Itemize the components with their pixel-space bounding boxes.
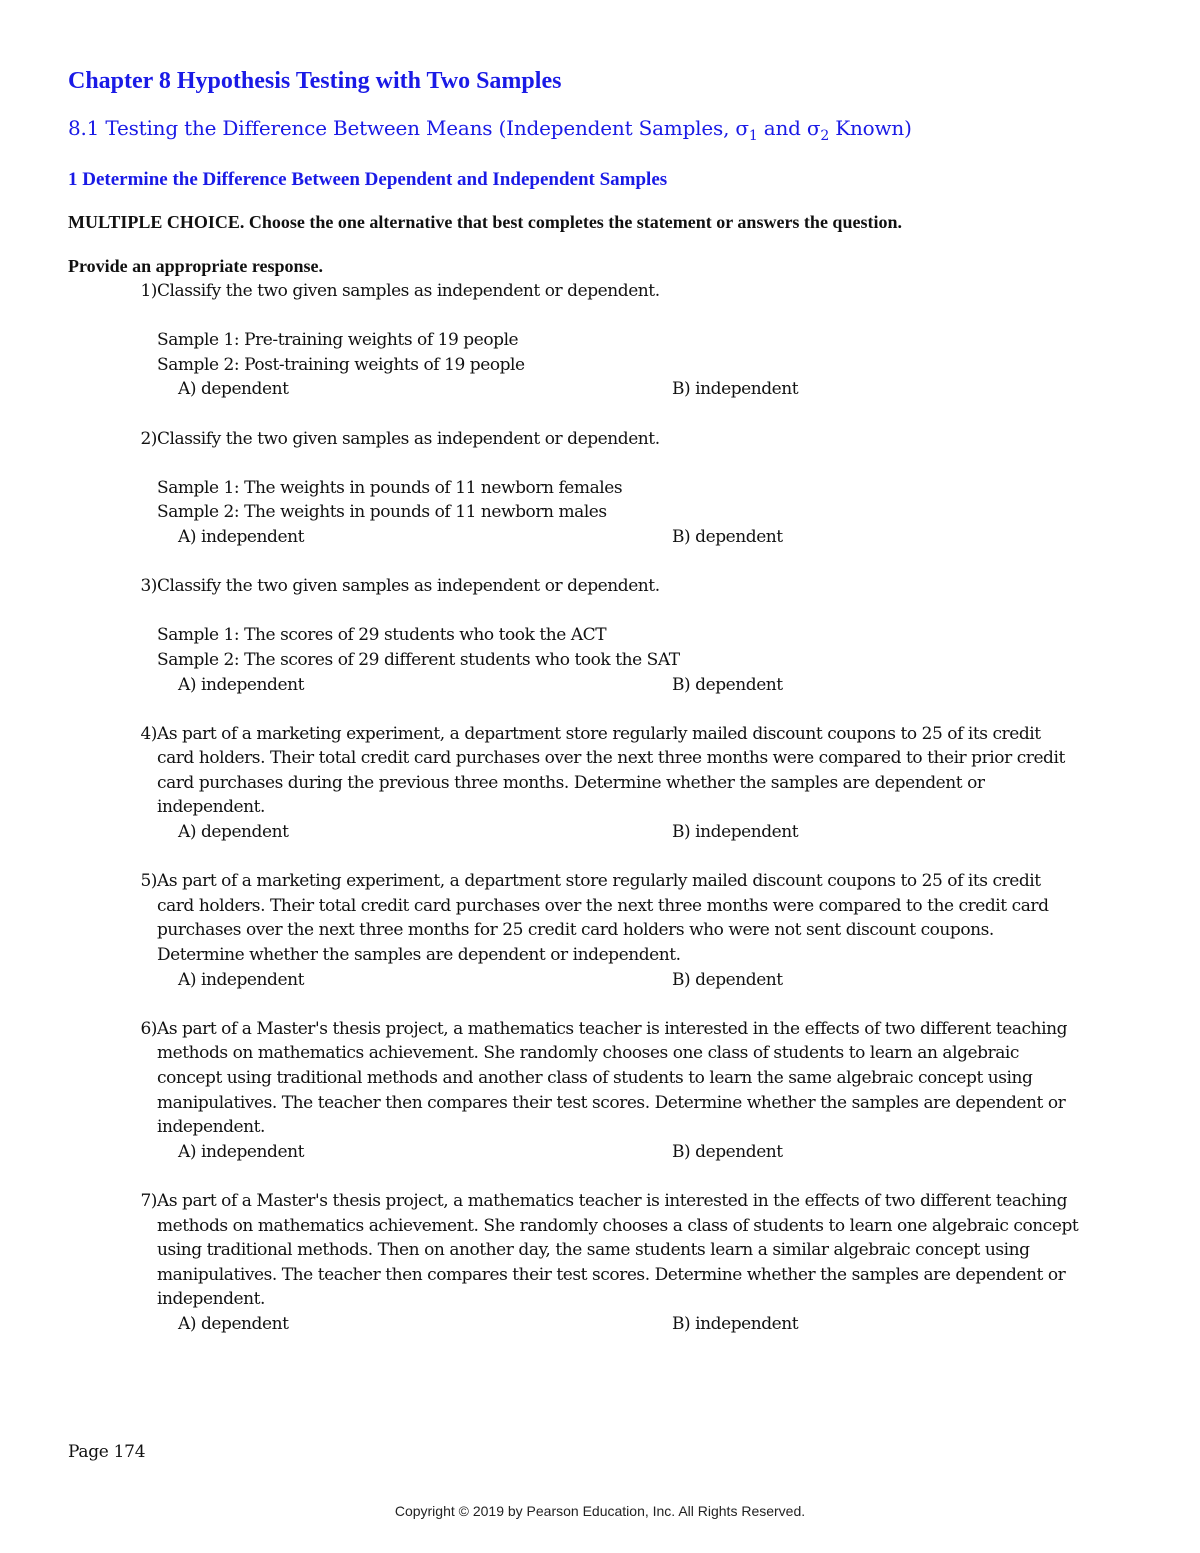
question-text: As part of a Master's thesis project, a mathematics teacher is interested in the effects of two different teaching (157, 1018, 1068, 1039)
question-number: 6) (140, 1018, 157, 1039)
sample-description: Sample 1: The scores of 29 students who took the ACT (157, 625, 607, 646)
question-indent (130, 1238, 157, 1263)
question-1 (130, 279, 1120, 402)
section-title-prefix: 8.1 Testing the Difference Between Means (Independent Samples, σ (68, 116, 749, 140)
question-line (130, 795, 1120, 820)
question-line (130, 869, 1120, 894)
question-line (130, 1091, 1120, 1116)
question-list (130, 279, 1120, 1361)
question-line (130, 771, 1120, 796)
question-number: 3) (140, 576, 157, 597)
question-text: Classify the two given samples as independent or dependent. (157, 576, 660, 597)
question-number: 2) (140, 428, 157, 449)
question-indent (130, 1214, 157, 1239)
question-line (130, 1066, 1120, 1091)
question-text: card purchases during the previous three months. Determine whether the samples are dependent or (157, 772, 985, 793)
choice-a[interactable]: A) independent (178, 674, 304, 695)
question-line (130, 722, 1120, 747)
question-3 (130, 574, 1120, 697)
question-line (130, 943, 1120, 968)
answer-choices (130, 525, 1120, 550)
question-line (130, 1017, 1120, 1042)
question-line (130, 1263, 1120, 1288)
instructions: MULTIPLE CHOICE. Choose the one alternative that best completes the statement or answers the question. (68, 212, 902, 232)
choice-b[interactable]: B) independent (672, 822, 799, 843)
question-line (130, 894, 1120, 919)
question-number: 4) (140, 723, 157, 744)
sample-description: Sample 2: The weights in pounds of 11 newborn males (157, 502, 607, 523)
question-line (130, 1214, 1120, 1239)
question-7 (130, 1189, 1120, 1337)
question-text: manipulatives. The teacher then compares their test scores. Determine whether the samples are dependent or (157, 1092, 1066, 1113)
section-title-mid: and σ (757, 116, 821, 140)
question-indent (130, 918, 157, 943)
question-line (130, 279, 1120, 304)
question-line (130, 1041, 1120, 1066)
question-text: Classify the two given samples as independent or dependent. (157, 428, 660, 449)
question-text: As part of a marketing experiment, a department store regularly mailed discount coupons to 25 of its credit (157, 723, 1041, 744)
question-line (130, 1189, 1120, 1214)
question-6 (130, 1017, 1120, 1165)
choice-a[interactable]: A) dependent (178, 379, 289, 400)
question-indent (130, 746, 157, 771)
answer-choices (130, 673, 1120, 698)
section-title-suffix: Known) (829, 116, 912, 140)
answer-choices (130, 968, 1120, 993)
question-text: methods on mathematics achievement. She randomly chooses a class of students to learn one algebraic concept (157, 1215, 1079, 1236)
question-text: independent. (157, 1289, 265, 1310)
choice-a[interactable]: A) dependent (178, 1313, 289, 1334)
sample-description: Sample 2: Post-training weights of 19 people (157, 354, 525, 375)
question-line (130, 918, 1120, 943)
question-number: 1) (140, 281, 157, 301)
question-2 (130, 427, 1120, 550)
page-number: Page 174 (68, 1442, 146, 1462)
question-indent (130, 1287, 157, 1312)
question-indent (130, 943, 157, 968)
question-text: purchases over the next three months for 25 credit card holders who were not sent discount coupons. (157, 920, 994, 941)
sample-description: Sample 1: The weights in pounds of 11 newborn females (157, 477, 623, 498)
question-indent (130, 1091, 157, 1116)
question-line (130, 427, 1120, 452)
question-text: As part of a marketing experiment, a department store regularly mailed discount coupons to 25 of its credit (157, 871, 1041, 892)
question-text: Classify the two given samples as independent or dependent. (157, 281, 660, 301)
choice-a[interactable]: A) independent (178, 526, 304, 547)
copyright-notice: Copyright © 2019 by Pearson Education, Inc. All Rights Reserved. (394, 1503, 806, 1519)
question-line (130, 1115, 1120, 1140)
section-title (68, 116, 912, 144)
question-indent (130, 1066, 157, 1091)
answer-choices (130, 1312, 1120, 1337)
sigma-subscript-2: 2 (820, 128, 830, 144)
question-text: As part of a Master's thesis project, a mathematics teacher is interested in the effects of two different teaching (157, 1190, 1068, 1211)
spacer (130, 304, 1120, 329)
question-text: independent. (157, 1117, 265, 1138)
question-indent (130, 1041, 157, 1066)
choice-a[interactable]: A) independent (178, 1141, 304, 1162)
choice-b[interactable]: B) independent (672, 1313, 799, 1334)
question-indent (130, 1115, 157, 1140)
choice-b[interactable]: B) dependent (672, 526, 783, 547)
chapter-title: Chapter 8 Hypothesis Testing with Two Samples (68, 68, 562, 94)
choice-b[interactable]: B) independent (672, 379, 799, 400)
question-text: concept using traditional methods and another class of students to learn the same algebraic concept using (157, 1068, 1033, 1088)
choice-b[interactable]: B) dependent (672, 969, 783, 990)
question-line (130, 746, 1120, 771)
sample-description: Sample 2: The scores of 29 different students who took the SAT (157, 649, 680, 670)
objective-heading: 1 Determine the Difference Between Dependent and Independent Samples (68, 169, 668, 190)
choice-b[interactable]: B) dependent (672, 674, 783, 695)
question-indent (130, 894, 157, 919)
answer-choices (130, 1140, 1120, 1165)
question-text: methods on mathematics achievement. She randomly chooses one class of students to learn an algebraic (157, 1043, 1019, 1064)
question-indent (130, 1263, 157, 1288)
question-number: 7) (140, 1190, 157, 1211)
choice-b[interactable]: B) dependent (672, 1141, 783, 1162)
question-4 (130, 722, 1120, 845)
choice-a[interactable]: A) independent (178, 969, 304, 990)
spacer (130, 451, 1120, 476)
question-number: 5) (140, 871, 157, 892)
question-text: Determine whether the samples are dependent or independent. (157, 945, 681, 966)
question-line (130, 1238, 1120, 1263)
sample-description: Sample 1: Pre-training weights of 19 people (157, 330, 519, 351)
answer-choices (130, 820, 1120, 845)
question-text: using traditional methods. Then on another day, the same students learn a similar algebraic concept using (157, 1240, 1030, 1261)
question-line (130, 1287, 1120, 1312)
question-text: independent. (157, 797, 265, 818)
choice-a[interactable]: A) dependent (178, 822, 289, 843)
answer-choices (130, 377, 1120, 402)
question-indent (130, 771, 157, 796)
provide-heading: Provide an appropriate response. (68, 256, 324, 276)
question-text: card holders. Their total credit card purchases over the next three months were compared to their prior credit (157, 748, 1065, 769)
question-text: card holders. Their total credit card purchases over the next three months were compared to the credit card (157, 895, 1049, 916)
spacer (130, 599, 1120, 624)
question-text: manipulatives. The teacher then compares their test scores. Determine whether the samples are dependent or (157, 1264, 1066, 1285)
question-5 (130, 869, 1120, 992)
question-line (130, 574, 1120, 599)
sigma-subscript-1: 1 (748, 128, 758, 144)
question-indent (130, 795, 157, 820)
